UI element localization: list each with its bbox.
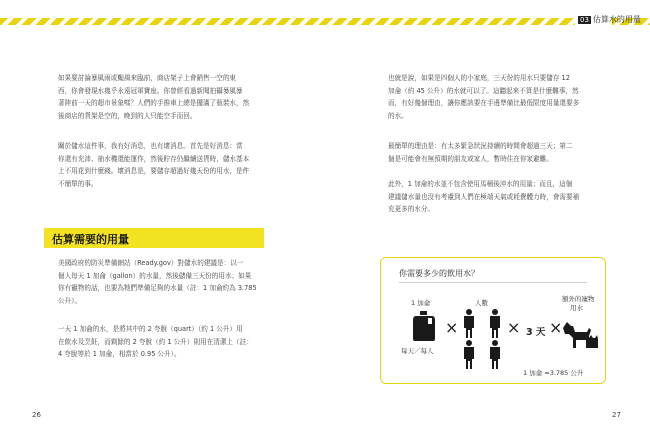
section-number: 03 bbox=[580, 16, 589, 24]
multiply-icon-1: × bbox=[445, 318, 459, 337]
per-person-label: 每天／每人 bbox=[401, 347, 434, 355]
right-paragraph-3: 此外，1 加侖的水並不包含使用馬桶後沖水的用量；而且，這個 建議儲水量也沒有考慮到人們在極端天氣或耗費體力時，會需要補 充更多的水分。 bbox=[388, 180, 580, 213]
multiply-icon-3: × bbox=[549, 318, 563, 337]
people-icon bbox=[461, 308, 505, 370]
right-paragraph-2: 最簡單的理由是：有太多緊急狀況持續的時間會超過三天；第二 個是可能會有無預期的朋友或家人，暫時住在你家避難。 bbox=[388, 142, 573, 163]
gallon-label: 1 加侖 bbox=[411, 299, 431, 307]
days-label: 3 天 bbox=[526, 327, 546, 338]
conversion-note: 1 加侖 ≈3.785 公升 bbox=[523, 369, 584, 377]
water-jug-icon bbox=[411, 310, 437, 342]
water-needs-infobox bbox=[380, 257, 606, 384]
decorative-stripe-left bbox=[0, 18, 325, 25]
page-number-right: 27 bbox=[612, 411, 621, 419]
infobox-title: 你需要多少的飲用水？ bbox=[399, 269, 479, 278]
section-heading bbox=[44, 228, 264, 248]
right-paragraph-1: 也就是說，如果是四個人的小家庭，三天份的用水只要儲存 12 加侖（約 45 公升）的水就可以了。這聽起來不算是什麼難事，然 而，有好幾個理由，讓你應該要在手邊準備比最低限度用量還要多 的水。 bbox=[388, 74, 580, 120]
multiply-icon-2: × bbox=[507, 318, 521, 337]
decorative-stripe-right bbox=[325, 18, 575, 25]
left-paragraph-1: 如果要討論暴風雨或颱風來臨前，商店架子上會銷售一空的東 西，你會發現水幾乎永遠冠軍寶座。你曾經看過新聞拍攝暴風暴 著陸前一天的超市景象嗎？人們的手推車上總是擺滿了瓶裝水，然 後商店的貨架是空的，晚到的人只能空手而回。 bbox=[58, 74, 250, 120]
page-number-left: 26 bbox=[32, 411, 41, 419]
left-paragraph-4: 一天 1 加侖的水，是將其中的 2 夸脫（quart）（約 1 公升）用 在飲水及烹飪，而剩餘的 2 夸脫（約 1 公升）則用在清潔上（註： 4 夸脫等於 1 加侖，相當於 0.95 公升）。 bbox=[58, 325, 253, 358]
pets-icon bbox=[561, 316, 599, 352]
section-title: 估算水的用量 bbox=[592, 15, 641, 24]
left-paragraph-2: 關於儲水這件事，我有好消息，也有壞消息。首先是好消息：當 你還有充沛、抽水機還能運作，然後貯存仍繼續送貨時，儲水基本 上不用花到什麼錢。壞消息是，要儲存超過好幾天份的用水，是件 不簡單的事。 bbox=[58, 142, 250, 188]
running-head bbox=[578, 14, 641, 25]
pets-label-line1: 額外的寵物 bbox=[562, 295, 595, 303]
pets-label-line2: 用水 bbox=[570, 304, 583, 312]
left-paragraph-3: 美國政府的防災準備網站（Ready.gov）對儲水的建議是：以一 個人每天 1 加侖（gallon）的水量，然後儲備三天份的用水；如果 你有寵物的話，也要為牠們準備足夠的水量（註：1 加侖約為 3.785 公升）。 bbox=[58, 259, 257, 305]
people-label: 人數 bbox=[475, 299, 488, 307]
section-heading-text: 估算需要的用量 bbox=[52, 233, 129, 246]
infobox-divider bbox=[399, 282, 587, 283]
